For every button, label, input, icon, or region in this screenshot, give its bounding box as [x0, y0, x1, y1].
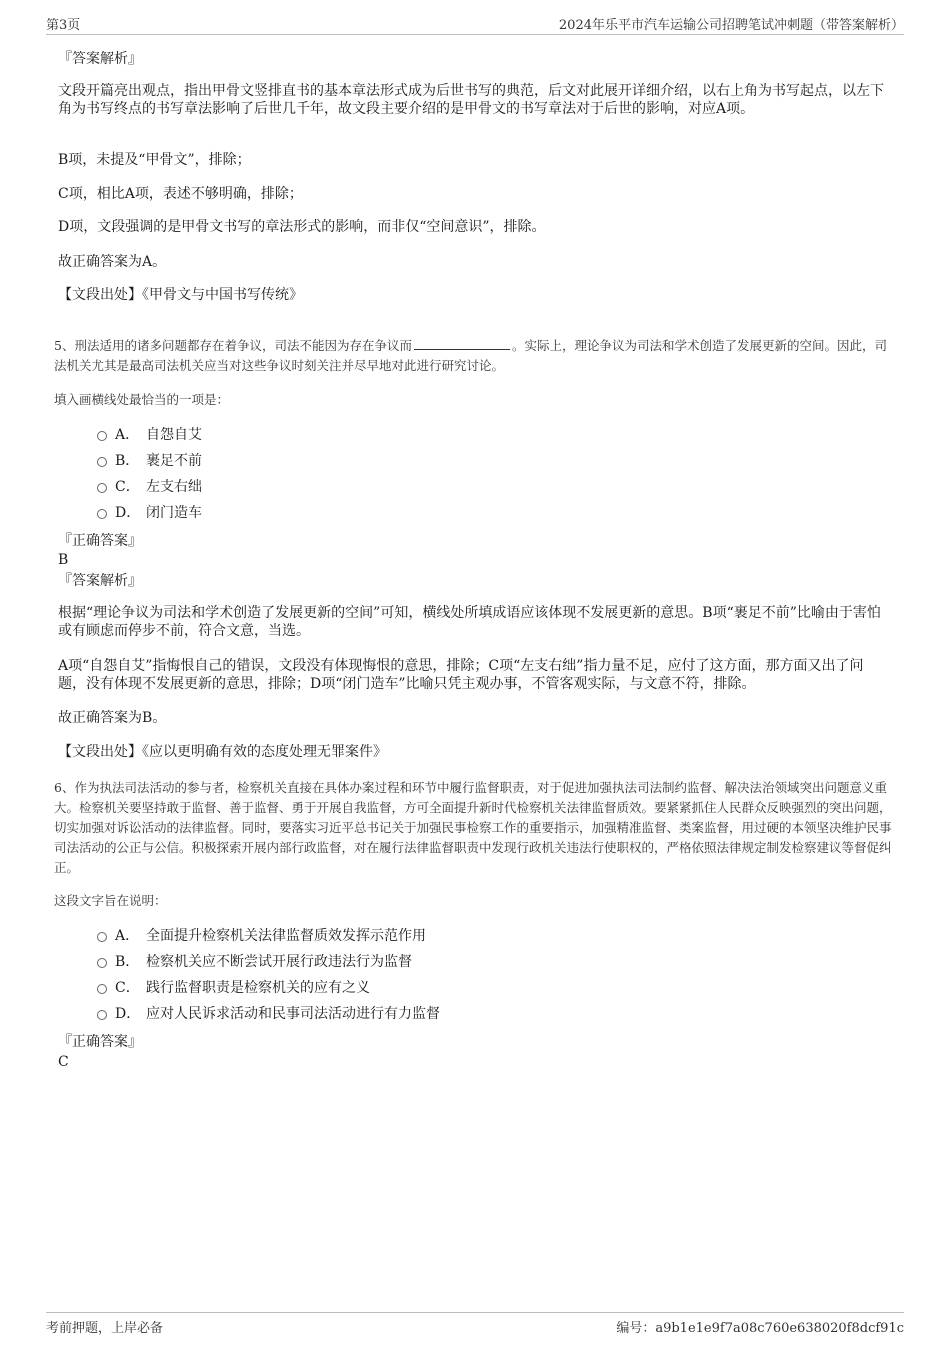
- radio-icon[interactable]: [97, 431, 107, 441]
- q5-analysis-label: 『答案解析』: [58, 573, 142, 589]
- q5-stem: [54, 336, 894, 376]
- option-text: 闭门造车: [146, 505, 202, 521]
- option-letter: B．: [115, 954, 140, 970]
- q6-prompt: 这段文字旨在说明：: [54, 893, 167, 908]
- q6-stem: 6、作为执法司法活动的参与者，检察机关直接在具体办案过程和环节中履行监督职责，对于促进加强执法司法制约监督、解决法治领域突出问题意义重大。检察机关要坚持敢于监督、善于监督、勇于开展自我监督，方可全面提升新时代检察机关法律监督质效。要紧紧抓住人民群众反映强烈的突出问题，切实加强对诉讼活动的法律监督。同时，要落实习近平总书记关于加强民事检察工作的重要指示，加强精准监督、类案监督，用过硬的本领坚决维护民事司法活动的公正与公信。积极探索开展内部行政监督，对在履行法律监督职责中发现行政机关违法行使职权的，严格依照法律规定制发检察建议等督促纠正。: [54, 780, 892, 875]
- q5-conclusion: 故正确答案为B。: [58, 710, 167, 726]
- option-letter: C．: [115, 479, 140, 495]
- option-text: 检察机关应不断尝试开展行政违法行为监督: [146, 954, 412, 970]
- page-footer: [46, 1312, 904, 1339]
- q5-answer: B: [58, 552, 69, 568]
- footer-slogan: 考前押题，上岸必备: [46, 1321, 164, 1336]
- document-title: 2024年乐平市汽车运输公司招聘笔试冲刺题（带答案解析）: [558, 18, 904, 33]
- radio-icon[interactable]: [97, 457, 107, 467]
- q5-stem-part1: 5、刑法适用的诸多问题都存在着争议，司法不能因为存在争议而: [54, 338, 412, 353]
- q5-stem-part2: 。实际上，理论争议为司法和学术创造了发展更新的空间。因此，司法机关尤其是最高司法机关应当对这些争议时刻关注并尽早地对此进行研究讨论。: [54, 338, 887, 373]
- option-letter: A．: [115, 928, 140, 944]
- q4-conclusion: 故正确答案为A。: [58, 254, 167, 270]
- q5-source: 【文段出处】《应以更明确有效的态度处理无罪案件》: [58, 744, 387, 760]
- option-text: 践行监督职责是检察机关的应有之义: [146, 980, 370, 996]
- q4-analysis-label: 『答案解析』: [58, 51, 142, 67]
- radio-icon[interactable]: [97, 958, 107, 968]
- option-letter: B．: [115, 453, 140, 469]
- q4-analysis-p2: B项，未提及“甲骨文”，排除；: [58, 152, 251, 168]
- page-header: [46, 14, 904, 35]
- q4-source: 【文段出处】《甲骨文与中国书写传统》: [58, 287, 303, 303]
- option-letter: D．: [115, 505, 141, 521]
- page-number: 第3页: [46, 18, 81, 33]
- option-text: 自怨自艾: [146, 427, 202, 443]
- option-text: 应对人民诉求活动和民事司法活动进行有力监督: [146, 1006, 440, 1022]
- option-letter: D．: [115, 1006, 141, 1022]
- radio-icon[interactable]: [97, 932, 107, 942]
- q4-analysis-p1: 文段开篇亮出观点，指出甲骨文竖排直书的基本章法形式成为后世书写的典范，后文对此展开详细介绍，以右上角为书写起点，以左下角为书写终点的书写章法影响了后世几千年，故文段主要介绍的是甲骨文的书写章法对于后世的影响，对应A项。: [58, 83, 884, 117]
- radio-icon[interactable]: [97, 984, 107, 994]
- option-text: 左支右绌: [146, 479, 202, 495]
- option-text: 裹足不前: [146, 453, 202, 469]
- q5-analysis-p2: A项“自怨自艾”指悔恨自己的错误，文段没有体现悔恨的意思，排除；C项“左支右绌”指力量不足，应付了这方面，那方面又出了问题，没有体现不发展更新的意思，排除；D项“闭门造车”比喻只凭主观办事，不管客观实际，与文意不符，排除。: [58, 658, 864, 692]
- q4-analysis-p3: C项，相比A项，表述不够明确，排除；: [58, 186, 303, 202]
- option-text: 全面提升检察机关法律监督质效发挥示范作用: [146, 928, 426, 944]
- q4-analysis-p4: D项，文段强调的是甲骨文书写的章法形式的影响，而非仅“空间意识”，排除。: [58, 219, 546, 235]
- q6-answer-label: 『正确答案』: [58, 1034, 142, 1050]
- option-letter: C．: [115, 980, 140, 996]
- radio-icon[interactable]: [97, 483, 107, 493]
- q5-prompt: 填入画横线处最恰当的一项是：: [54, 392, 230, 407]
- q5-analysis-p1: 根据“理论争议为司法和学术创造了发展更新的空间”可知，横线处所填成语应该体现不发展更新的意思。B项“裹足不前”比喻由于害怕或有顾虑而停步不前，符合文意，当选。: [58, 605, 881, 639]
- q5-answer-label: 『正确答案』: [58, 533, 142, 549]
- q6-answer: C: [58, 1054, 69, 1070]
- option-letter: A．: [115, 427, 140, 443]
- footer-serial: 编号：a9b1e1e9f7a08c760e638020f8dcf91c: [616, 1321, 904, 1336]
- radio-icon[interactable]: [97, 509, 107, 519]
- radio-icon[interactable]: [97, 1010, 107, 1020]
- q5-blank-line: [414, 337, 510, 350]
